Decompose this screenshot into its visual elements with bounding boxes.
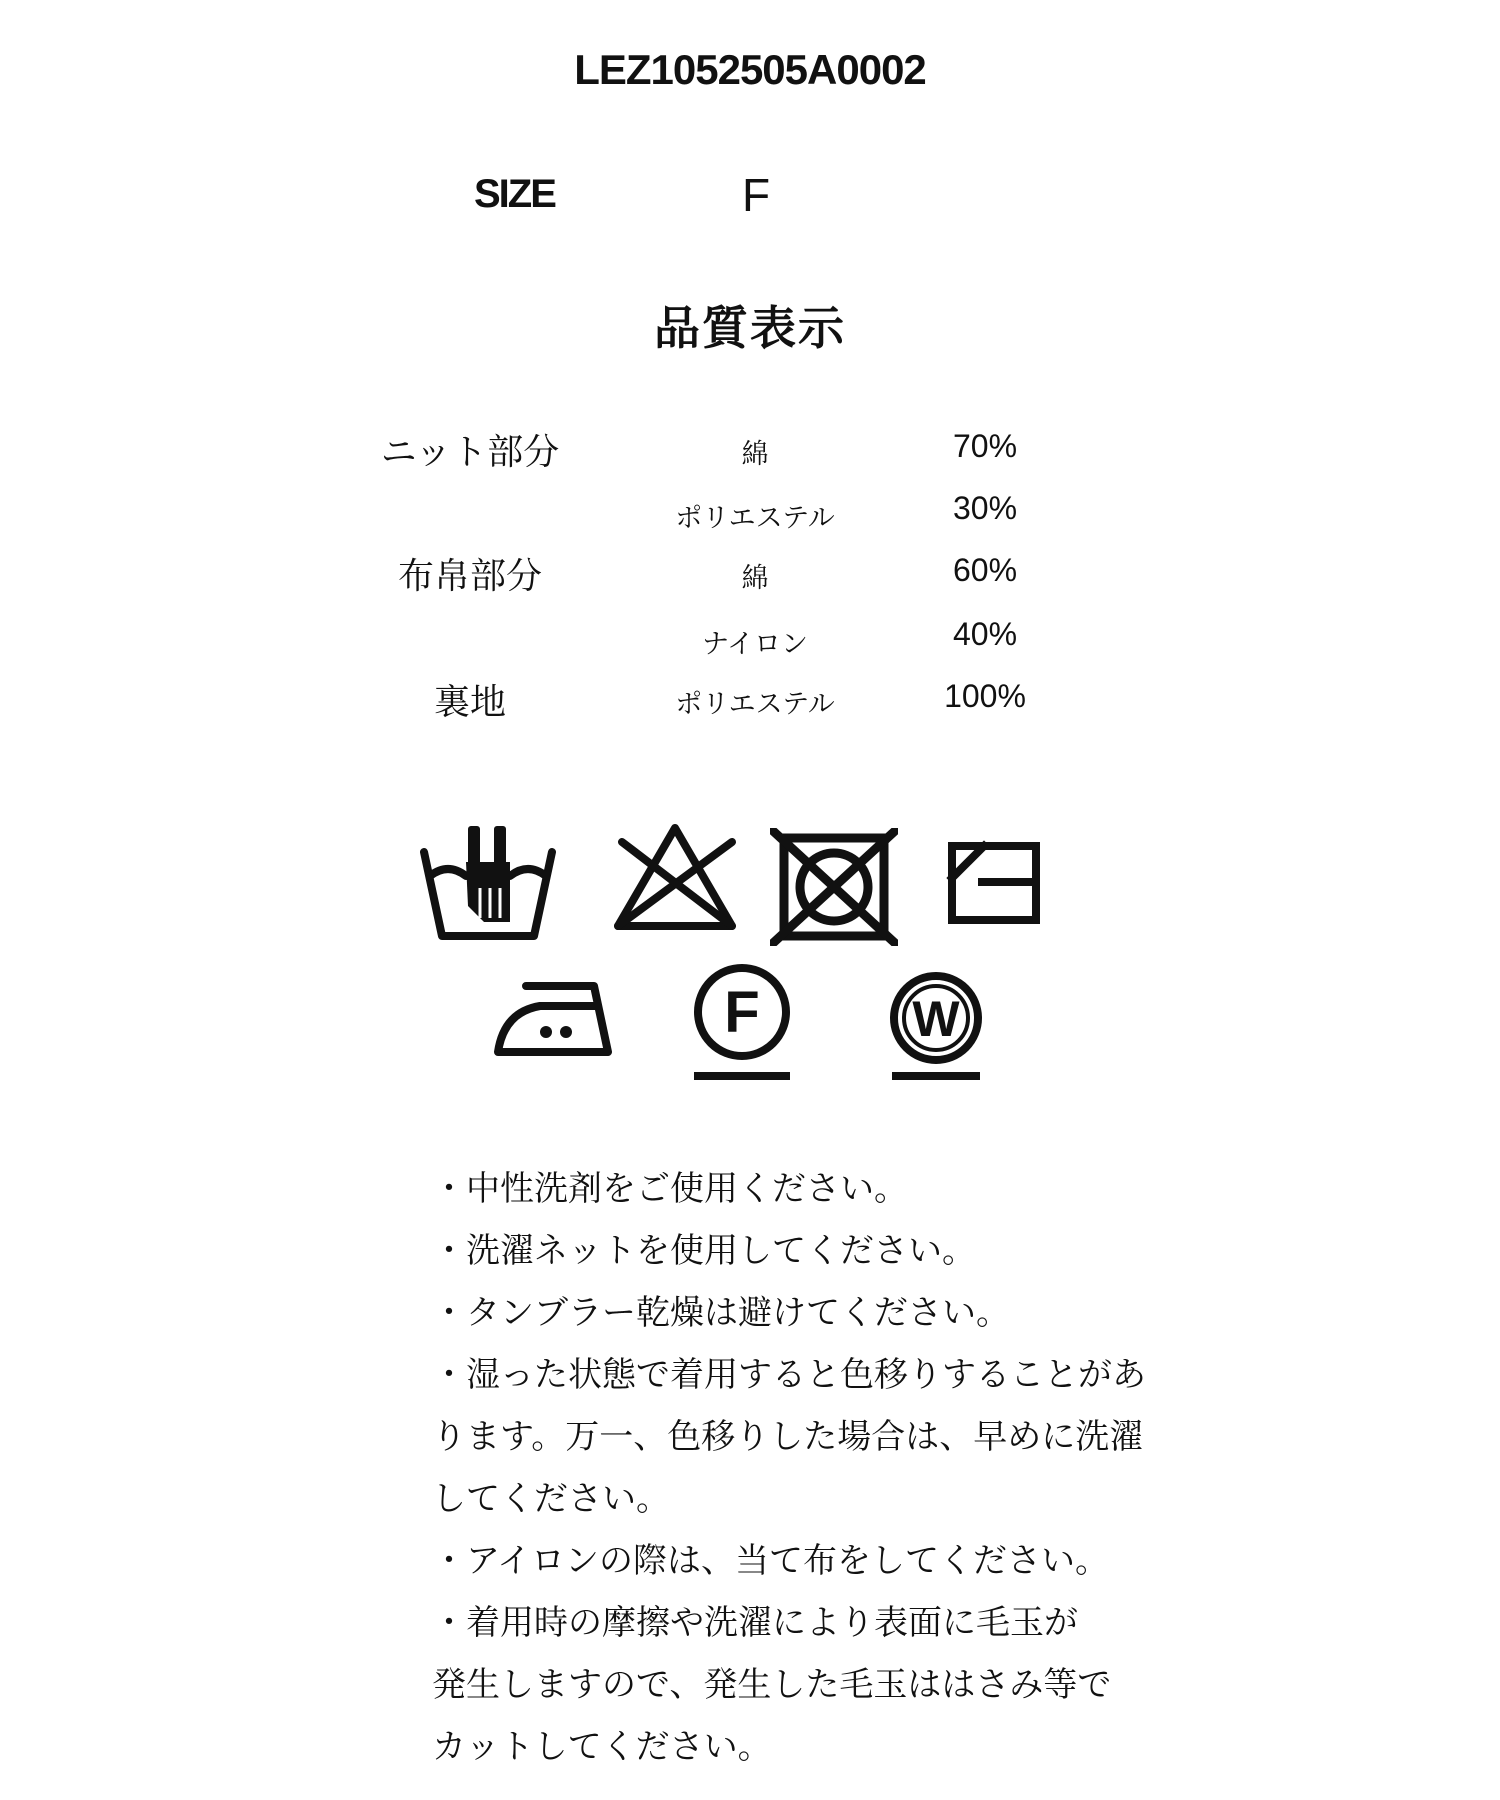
care-note-line: ・アイロンの際は、当て布をしてください。 <box>432 1541 1109 1581</box>
composition-percent: 60% <box>952 552 1018 588</box>
product-code: LEZ1052505A0002 <box>574 46 926 93</box>
composition-material: ポリエステル <box>675 503 835 534</box>
no-bleach-icon <box>612 822 738 934</box>
composition-row <box>0 490 1500 540</box>
svg-text:W: W <box>912 991 960 1047</box>
svg-text:F: F <box>724 980 760 1045</box>
composition-percent: 40% <box>952 616 1018 652</box>
dry-clean-f-icon <box>690 962 794 1084</box>
iron-medium-icon <box>490 976 616 1060</box>
care-note-line: ・湿った状態で着用すると色移りすることがあ <box>432 1355 1146 1395</box>
composition-row <box>0 548 1500 598</box>
composition-material: 綿 <box>741 439 769 470</box>
composition-percent: 100% <box>944 678 1026 714</box>
no-tumble-dry-icon <box>770 828 898 946</box>
composition-percent: 30% <box>952 490 1018 526</box>
wet-clean-w-icon <box>886 972 986 1084</box>
size-label: SIZE <box>474 172 555 216</box>
composition-material: 綿 <box>741 563 769 594</box>
care-note-line: 発生しますので、発生した毛玉ははさみ等で <box>432 1665 1112 1705</box>
composition-part: 裏地 <box>433 682 506 723</box>
composition-row <box>0 616 1500 666</box>
size-value: F <box>742 169 771 221</box>
care-note-line: カットしてください。 <box>432 1727 772 1767</box>
composition-percent: 70% <box>952 428 1018 464</box>
care-note-line: ・着用時の摩擦や洗濯により表面に毛玉が <box>432 1603 1078 1643</box>
composition-material: ポリエステル <box>675 689 835 720</box>
care-note-line: ・タンブラー乾燥は避けてください。 <box>432 1293 1010 1333</box>
composition-part: 布帛部分 <box>397 556 542 597</box>
dry-flat-shade-icon <box>946 840 1042 926</box>
care-note-line: ・洗濯ネットを使用してください。 <box>432 1231 976 1271</box>
care-notes <box>432 1158 1212 1778</box>
care-note-line: ・中性洗剤をご使用ください。 <box>432 1169 908 1209</box>
care-note-line: ります。万一、色移りした場合は、早めに洗濯 <box>432 1417 1144 1457</box>
composition-material: ナイロン <box>701 629 809 660</box>
hand-wash-icon <box>418 818 558 948</box>
care-note-line: してください。 <box>432 1479 670 1519</box>
composition-row <box>0 424 1500 474</box>
quality-title: 品質表示 <box>654 301 846 355</box>
composition-row <box>0 674 1500 724</box>
composition-part: ニット部分 <box>380 432 560 473</box>
